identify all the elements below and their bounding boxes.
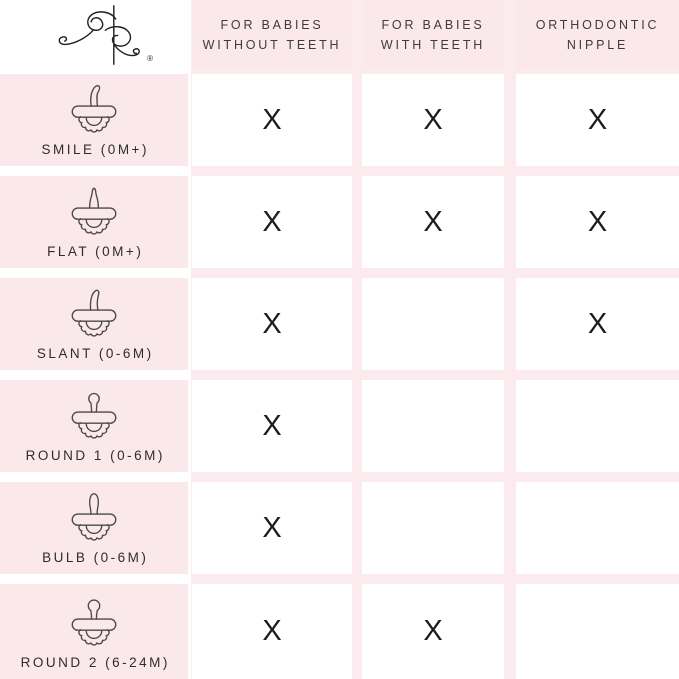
pacifier-round2-icon bbox=[62, 593, 126, 651]
row-label-flat bbox=[0, 176, 188, 268]
cell-bulb-orthodontic bbox=[516, 482, 679, 574]
column-header-label: FOR BABIES WITH TEETH bbox=[380, 18, 486, 52]
row-label-round2 bbox=[0, 584, 188, 679]
cell-bulb-without-teeth: X bbox=[192, 482, 352, 574]
cell-round2-orthodontic bbox=[516, 584, 679, 679]
pacifier-bulb-icon bbox=[62, 488, 126, 546]
cell-round1-without-teeth: X bbox=[192, 380, 352, 472]
column-header-without-teeth bbox=[192, 0, 352, 70]
cell-smile-with-teeth: X bbox=[362, 74, 504, 166]
cell-round2-with-teeth: X bbox=[362, 584, 504, 679]
column-header-label: FOR BABIES WITHOUT TEETH bbox=[202, 18, 342, 52]
pacifier-smile-icon bbox=[62, 80, 126, 138]
row-label-bulb bbox=[0, 482, 188, 574]
row-label-text: BULB (0-6M) bbox=[42, 550, 149, 565]
row-label-round1 bbox=[0, 380, 188, 472]
row-label-smile bbox=[0, 74, 188, 166]
registered-trademark: ® bbox=[147, 54, 153, 63]
cell-slant-orthodontic: X bbox=[516, 278, 679, 370]
cell-smile-orthodontic: X bbox=[516, 74, 679, 166]
cell-slant-with-teeth bbox=[362, 278, 504, 370]
pacifier-slant-icon bbox=[62, 284, 126, 342]
cell-round1-with-teeth bbox=[362, 380, 504, 472]
column-header-orthodontic bbox=[516, 0, 679, 70]
brand-logo-cell bbox=[0, 0, 188, 70]
row-label-text: ROUND 2 (6-24M) bbox=[20, 655, 170, 670]
pacifier-flat-icon bbox=[62, 182, 126, 240]
cell-flat-with-teeth: X bbox=[362, 176, 504, 268]
row-label-text: FLAT (0M+) bbox=[47, 244, 144, 259]
pacifier-round1-icon bbox=[62, 386, 126, 444]
cell-flat-without-teeth: X bbox=[192, 176, 352, 268]
cell-smile-without-teeth: X bbox=[192, 74, 352, 166]
row-label-text: SMILE (0M+) bbox=[41, 142, 149, 157]
column-header-with-teeth bbox=[362, 0, 504, 70]
cell-round1-orthodontic bbox=[516, 380, 679, 472]
cell-slant-without-teeth: X bbox=[192, 278, 352, 370]
row-label-text: SLANT (0-6M) bbox=[36, 346, 154, 361]
rr-monogram-icon bbox=[44, 2, 144, 68]
row-label-slant bbox=[0, 278, 188, 370]
column-header-label: ORTHODONTIC NIPPLE bbox=[535, 18, 660, 52]
row-label-text: ROUND 1 (0-6M) bbox=[25, 448, 165, 463]
cell-bulb-with-teeth bbox=[362, 482, 504, 574]
brand-logo bbox=[39, 1, 153, 69]
cell-round2-without-teeth: X bbox=[192, 584, 352, 679]
cell-flat-orthodontic: X bbox=[516, 176, 679, 268]
